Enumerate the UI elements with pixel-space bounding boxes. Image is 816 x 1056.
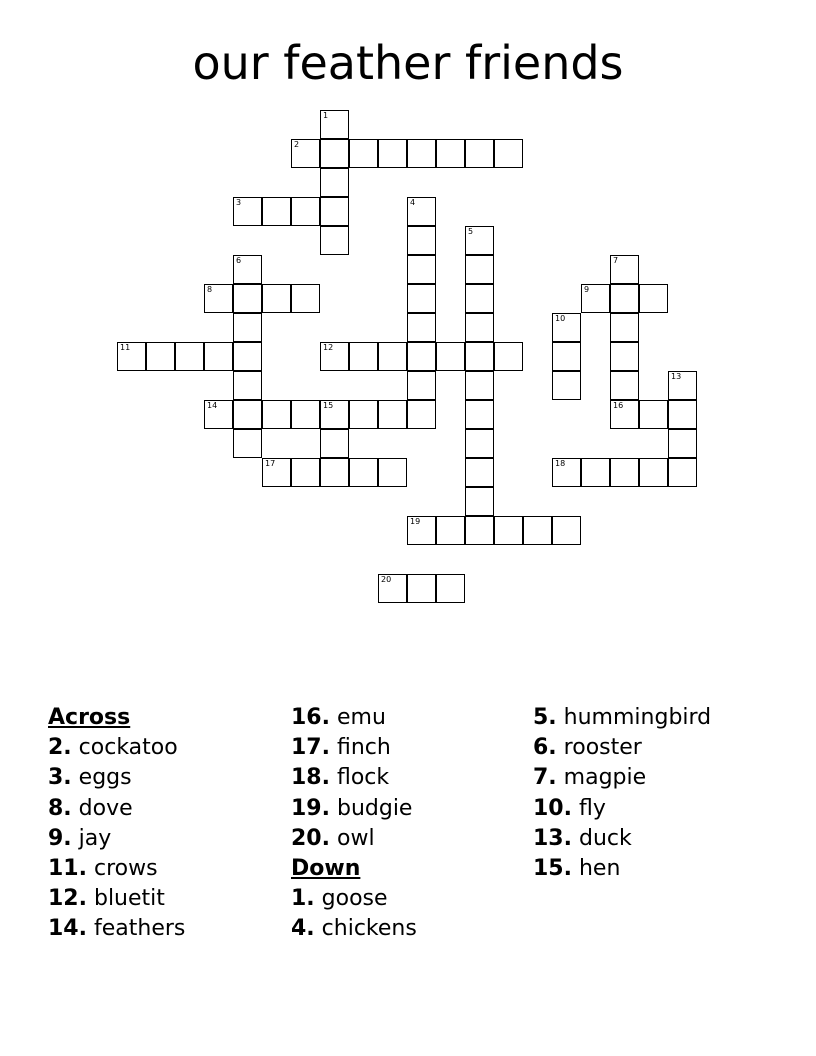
clue-number: 20 [381, 575, 392, 584]
clue-number-label: 18. [291, 765, 330, 791]
crossword-cell[interactable] [465, 255, 494, 284]
crossword-cell[interactable] [262, 400, 291, 429]
clue-item [533, 794, 711, 824]
crossword-cell[interactable] [378, 458, 407, 487]
clue-number-label: 15. [533, 856, 572, 882]
crossword-cell[interactable] [552, 342, 581, 371]
clue-text: bluetit [93, 886, 165, 912]
crossword-cell[interactable] [291, 197, 320, 226]
clue-item [533, 824, 711, 854]
clue-number: 5 [468, 227, 474, 236]
clue-item [291, 824, 417, 854]
crossword-cell[interactable] [407, 516, 436, 545]
crossword-cell[interactable] [204, 342, 233, 371]
clue-text: hen [578, 856, 621, 882]
crossword-cell[interactable] [610, 284, 639, 313]
clue-text: fly [578, 795, 606, 821]
crossword-cell[interactable] [175, 342, 204, 371]
clue-item [291, 733, 417, 763]
clue-list [533, 703, 711, 884]
crossword-cell[interactable] [407, 371, 436, 400]
crossword-cell[interactable] [581, 458, 610, 487]
clue-item [48, 884, 185, 914]
crossword-cell[interactable] [494, 139, 523, 168]
crossword-cell[interactable] [465, 284, 494, 313]
clue-list [48, 733, 185, 944]
crossword-cell[interactable] [581, 284, 610, 313]
crossword-cell[interactable] [291, 139, 320, 168]
clue-item [291, 763, 417, 793]
crossword-cell[interactable] [668, 371, 697, 400]
clue-text: owl [336, 825, 375, 851]
clue-number-label: 5. [533, 705, 557, 730]
clue-number: 1 [323, 111, 329, 120]
clue-item [533, 703, 711, 733]
crossword-cell[interactable] [610, 255, 639, 284]
clue-number: 17 [265, 459, 276, 468]
clue-number: 3 [236, 198, 242, 207]
clue-number-label: 10. [533, 795, 572, 821]
clue-number: 6 [236, 256, 242, 265]
clue-number-label: 8. [48, 795, 72, 821]
clue-text: jay [78, 825, 112, 851]
crossword-cell[interactable] [639, 458, 668, 487]
clue-item [291, 794, 417, 824]
crossword-cell[interactable] [494, 516, 523, 545]
crossword-cell[interactable] [233, 255, 262, 284]
crossword-cell[interactable] [320, 110, 349, 139]
clue-number: 10 [555, 314, 566, 323]
clue-item [533, 763, 711, 793]
clue-number: 9 [584, 285, 590, 294]
clue-number-label: 6. [533, 735, 557, 761]
crossword-cell[interactable] [407, 226, 436, 255]
clue-item [291, 703, 417, 733]
clue-number: 12 [323, 343, 334, 352]
clue-number-label: 17. [291, 735, 330, 761]
crossword-cell[interactable] [320, 400, 349, 429]
crossword-cell[interactable] [610, 371, 639, 400]
crossword-cell[interactable] [465, 313, 494, 342]
clue-number-label: 19. [291, 795, 330, 821]
crossword-cell[interactable] [436, 139, 465, 168]
crossword-cell[interactable] [610, 458, 639, 487]
crossword-cell[interactable] [320, 458, 349, 487]
clue-column-1 [48, 703, 185, 945]
crossword-cell[interactable] [378, 139, 407, 168]
crossword-cell[interactable] [610, 400, 639, 429]
crossword-cell[interactable] [320, 342, 349, 371]
clue-number-label: 1. [291, 886, 315, 912]
crossword-cell[interactable] [262, 197, 291, 226]
crossword-cell[interactable] [204, 284, 233, 313]
crossword-cell[interactable] [320, 197, 349, 226]
clue-number: 15 [323, 401, 334, 410]
clue-text: goose [321, 886, 388, 912]
clue-number-label: 9. [48, 825, 72, 851]
clue-number-label: 2. [48, 735, 72, 761]
crossword-cell[interactable] [465, 487, 494, 516]
crossword-cell[interactable] [146, 342, 175, 371]
clue-list [291, 884, 417, 944]
clue-number: 18 [555, 459, 566, 468]
clue-text: flock [336, 765, 390, 791]
clue-text: eggs [78, 765, 132, 791]
crossword-cell[interactable] [378, 574, 407, 603]
clue-number-label: 3. [48, 765, 72, 791]
clue-text: rooster [563, 735, 642, 761]
clue-text: crows [93, 856, 158, 882]
crossword-cell[interactable] [378, 342, 407, 371]
clue-list [291, 703, 417, 854]
clue-column-3 [533, 703, 711, 884]
crossword-cell[interactable] [320, 139, 349, 168]
clue-number-label: 20. [291, 825, 330, 851]
crossword-cell[interactable] [465, 429, 494, 458]
crossword-cell[interactable] [349, 342, 378, 371]
crossword-cell[interactable] [320, 429, 349, 458]
crossword-cell[interactable] [204, 400, 233, 429]
crossword-cell[interactable] [378, 400, 407, 429]
clue-text: duck [578, 825, 632, 851]
clue-number: 19 [410, 517, 421, 526]
crossword-cell[interactable] [407, 197, 436, 226]
crossword-cell[interactable] [291, 458, 320, 487]
crossword-cell[interactable] [117, 342, 146, 371]
crossword-cell[interactable] [668, 429, 697, 458]
crossword-cell[interactable] [407, 400, 436, 429]
crossword-cell[interactable] [552, 371, 581, 400]
clue-text: magpie [563, 765, 647, 791]
clue-number-label: 16. [291, 705, 330, 730]
crossword-cell[interactable] [407, 574, 436, 603]
crossword-cell[interactable] [552, 516, 581, 545]
clue-text: dove [78, 795, 133, 821]
clue-item [48, 824, 185, 854]
crossword-cell[interactable] [407, 342, 436, 371]
crossword-cell[interactable] [407, 139, 436, 168]
clue-number: 16 [613, 401, 624, 410]
clue-text: emu [336, 705, 386, 730]
clue-number-label: 4. [291, 916, 315, 942]
crossword-cell[interactable] [233, 371, 262, 400]
crossword-cell[interactable] [465, 400, 494, 429]
clue-item [48, 854, 185, 884]
crossword-cell[interactable] [349, 400, 378, 429]
clue-number: 2 [294, 140, 300, 149]
clue-item [291, 914, 417, 944]
clue-column-2 [291, 703, 417, 945]
clue-item [291, 884, 417, 914]
clue-item [48, 914, 185, 944]
crossword-cell[interactable] [552, 313, 581, 342]
clue-item [48, 733, 185, 763]
crossword-cell[interactable] [291, 400, 320, 429]
clue-number: 13 [671, 372, 682, 381]
clue-number-label: 11. [48, 856, 87, 882]
crossword-cell[interactable] [407, 255, 436, 284]
clue-item [533, 854, 711, 884]
crossword-cell[interactable] [610, 313, 639, 342]
crossword-cell[interactable] [291, 284, 320, 313]
crossword-cell[interactable] [552, 458, 581, 487]
crossword-cell[interactable] [349, 458, 378, 487]
clue-number-label: 12. [48, 886, 87, 912]
crossword-cell[interactable] [668, 400, 697, 429]
crossword-cell[interactable] [465, 342, 494, 371]
clue-text: cockatoo [78, 735, 178, 761]
crossword-cell[interactable] [320, 168, 349, 197]
crossword-cell[interactable] [233, 342, 262, 371]
crossword-cell[interactable] [523, 516, 552, 545]
crossword-cell[interactable] [465, 139, 494, 168]
crossword-cell[interactable] [233, 284, 262, 313]
crossword-cell[interactable] [262, 284, 291, 313]
clue-text: budgie [336, 795, 413, 821]
crossword-cell[interactable] [233, 313, 262, 342]
clue-number: 8 [207, 285, 213, 294]
crossword-cell[interactable] [233, 197, 262, 226]
crossword-cell[interactable] [436, 516, 465, 545]
clue-text: finch [336, 735, 391, 761]
clue-text: chickens [321, 916, 417, 942]
crossword-cell[interactable] [436, 342, 465, 371]
clue-number-label: 13. [533, 825, 572, 851]
clue-text: hummingbird [563, 705, 712, 730]
clue-item [533, 733, 711, 763]
crossword-cell[interactable] [465, 458, 494, 487]
crossword-cell[interactable] [610, 342, 639, 371]
crossword-cell[interactable] [465, 226, 494, 255]
crossword-cell[interactable] [320, 226, 349, 255]
page-title: our feather friends [192, 36, 624, 90]
crossword-cell[interactable] [407, 313, 436, 342]
crossword-cell[interactable] [349, 139, 378, 168]
crossword-cell[interactable] [233, 429, 262, 458]
clue-number-label: 14. [48, 916, 87, 942]
crossword-cell[interactable] [262, 458, 291, 487]
crossword-cell[interactable] [465, 516, 494, 545]
crossword-cell[interactable] [639, 400, 668, 429]
across-header: Across [48, 705, 131, 730]
clue-number: 11 [120, 343, 131, 352]
clue-number-label: 7. [533, 765, 557, 791]
clue-text: feathers [93, 916, 186, 942]
clue-item [48, 763, 185, 793]
clue-number: 14 [207, 401, 218, 410]
crossword-cell[interactable] [465, 371, 494, 400]
clue-number: 7 [613, 256, 619, 265]
clue-number: 4 [410, 198, 416, 207]
crossword-cell[interactable] [639, 284, 668, 313]
crossword-cell[interactable] [407, 284, 436, 313]
crossword-cell[interactable] [668, 458, 697, 487]
down-header: Down [291, 856, 361, 882]
clue-item [48, 794, 185, 824]
crossword-cell[interactable] [494, 342, 523, 371]
crossword-cell[interactable] [233, 400, 262, 429]
crossword-cell[interactable] [436, 574, 465, 603]
